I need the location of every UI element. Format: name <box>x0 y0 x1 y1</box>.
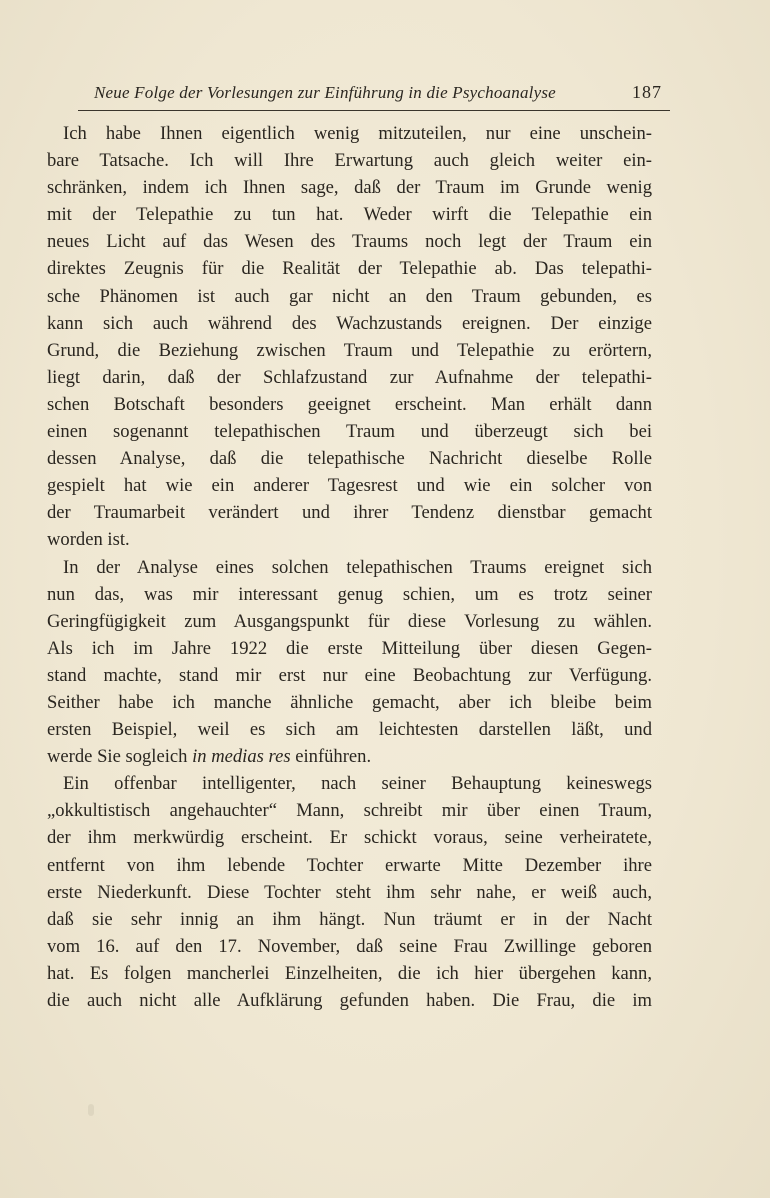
italic-phrase: in medias res <box>192 746 291 768</box>
running-header <box>78 80 670 111</box>
text-line: worden ist. <box>47 529 130 551</box>
paper-blemish <box>88 1104 94 1116</box>
text-line: sche Phänomen ist auch gar nicht an den Traum gebunden, es <box>47 285 652 307</box>
text-line: Geringfügigkeit zum Ausgangspunkt für diese Vorlesung zu wählen. <box>47 610 652 632</box>
text-line: gespielt hat wie ein anderer Tagesrest und wie ein solcher von <box>47 475 652 497</box>
body-text <box>47 120 652 1014</box>
text-line: hat. Es folgen mancherlei Einzelheiten, die ich hier übergehen kann, <box>47 962 652 984</box>
text-line: neues Licht auf das Wesen des Traums noch legt der Traum ein <box>47 231 652 253</box>
paragraph-3 <box>47 770 652 1014</box>
text-line: kann sich auch während des Wachzustands ereignen. Der einzige <box>47 312 652 334</box>
text-line: nun das, was mir interessant genug schien, um es trotz seiner <box>47 583 652 605</box>
text-line: schränken, indem ich Ihnen sage, daß der Traum im Grunde wenig <box>47 177 652 199</box>
text-line: Seither habe ich manche ähnliche gemacht, aber ich bleibe beim <box>47 691 652 713</box>
text-fragment: einführen. <box>290 746 372 768</box>
page-number: 187 <box>632 82 662 102</box>
text-line: Grund, die Beziehung zwischen Traum und Telepathie zu erörtern, <box>47 339 652 361</box>
paragraph-2 <box>47 554 652 771</box>
text-line: der Traumarbeit verändert und ihrer Tendenz dienstbar gemacht <box>47 502 652 524</box>
paragraph-1 <box>47 120 652 554</box>
text-line: schen Botschaft besonders geeignet erscheint. Man erhält dann <box>47 393 652 415</box>
text-line: daß sie sehr innig an ihm hängt. Nun träumt er in der Nacht <box>47 908 652 930</box>
text-line: In der Analyse eines solchen telepathischen Traums ereignet sich <box>63 556 652 578</box>
text-line: entfernt von ihm lebende Tochter erwarte Mitte Dezember ihre <box>47 854 652 876</box>
text-line: stand machte, stand mir erst nur eine Beobachtung zur Verfügung. <box>47 664 652 686</box>
text-line: Als ich im Jahre 1922 die erste Mitteilung über diesen Gegen- <box>47 637 652 659</box>
text-line: mit der Telepathie zu tun hat. Weder wirft die Telepathie ein <box>47 204 652 226</box>
text-line: direktes Zeugnis für die Realität der Telepathie ab. Das telepathi- <box>47 258 652 280</box>
text-line: vom 16. auf den 17. November, daß seine Frau Zwillinge geboren <box>47 935 652 957</box>
text-line: dessen Analyse, daß die telepathische Nachricht dieselbe Rolle <box>47 448 652 470</box>
text-line: Ein offenbar intelligenter, nach seiner Behauptung keineswegs <box>63 773 652 795</box>
text-line <box>47 743 652 770</box>
text-line: erste Niederkunft. Diese Tochter steht ihm sehr nahe, er weiß auch, <box>47 881 652 903</box>
text-fragment: werde Sie sogleich <box>47 746 193 768</box>
running-title: Neue Folge der Vorlesungen zur Einführung in die Psychoanalyse <box>94 83 556 102</box>
text-line: Ich habe Ihnen eigentlich wenig mitzuteilen, nur eine unschein- <box>63 123 652 144</box>
text-line: bare Tatsache. Ich will Ihre Erwartung auch gleich weiter ein- <box>47 150 652 172</box>
text-line: einen sogenannt telepathischen Traum und überzeugt sich bei <box>47 421 652 443</box>
text-line: liegt darin, daß der Schlafzustand zur Aufnahme der telepathi- <box>47 366 652 388</box>
text-line: die auch nicht alle Aufklärung gefunden haben. Die Frau, die im <box>47 990 652 1011</box>
text-line: „okkultistisch angehauchter“ Mann, schreibt mir über einen Traum, <box>47 800 652 822</box>
text-line: der ihm merkwürdig erscheint. Er schickt voraus, seine verheiratete, <box>47 827 652 849</box>
text-line: ersten Beispiel, weil es sich am leichtesten darstellen läßt, und <box>47 719 652 741</box>
